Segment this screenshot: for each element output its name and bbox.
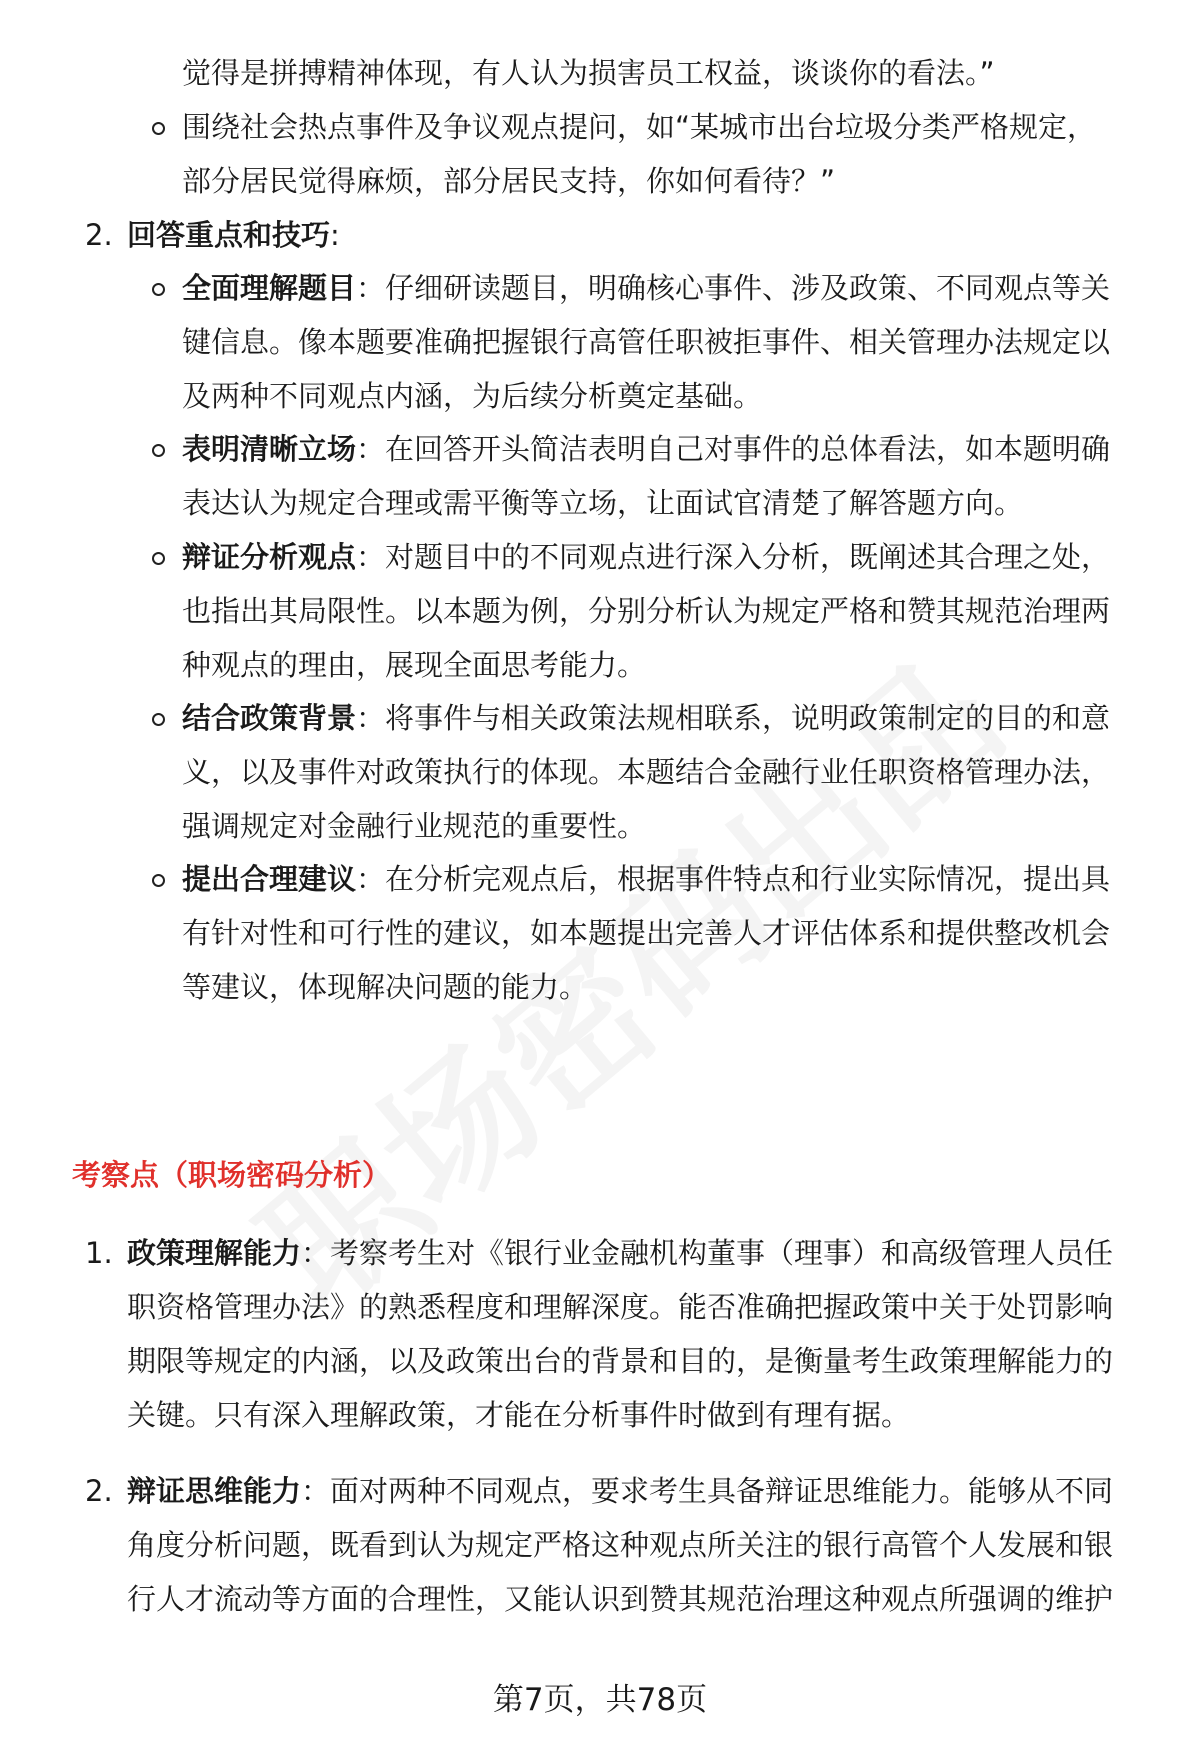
text-line: 种观点的理由，展现全面思考能力。 [182, 648, 647, 682]
list-item [182, 862, 1110, 896]
list-item [127, 1236, 1113, 1270]
text-line: 键信息。像本题要准确把握银行高管任职被拒事件、相关管理办法规定以 [182, 325, 1111, 359]
text-line: 强调规定对金融行业规范的重要性。 [182, 809, 647, 843]
text-line: 关键。只有深入理解政策，才能在分析事件时做到有理有据。 [127, 1398, 911, 1432]
item-text: ：对题目中的不同观点进行深入分析，既阐述其合理之处， [356, 540, 1111, 574]
item-text: ：考察考生对《银行业金融机构董事（理事）和高级管理人员任 [301, 1236, 1114, 1270]
item-bold: 全面理解题目 [182, 271, 357, 305]
text-line: 职资格管理办法》的熟悉程度和理解深度。能否准确把握政策中关于处罚影响 [127, 1290, 1114, 1324]
list-number: 1. [85, 1236, 113, 1270]
item-bold: 政策理解能力 [127, 1236, 302, 1270]
item-bold: 提出合理建议 [182, 862, 357, 896]
text-line: 觉得是拼搏精神体现，有人认为损害员工权益，谈谈你的看法。” [182, 56, 995, 90]
list-item [182, 701, 1110, 735]
section-title [127, 218, 340, 252]
list-item [182, 271, 1110, 305]
item-bold: 结合政策背景 [182, 701, 357, 735]
text-line: 有针对性和可行性的建议，如本题提出完善人才评估体系和提供整改机会 [182, 916, 1111, 950]
text-line: 行人才流动等方面的合理性，又能认识到赞其规范治理这种观点所强调的维护 [127, 1582, 1114, 1616]
text-line: 也指出其局限性。以本题为例，分别分析认为规定严格和赞其规范治理两 [182, 594, 1111, 628]
text-line: 角度分析问题，既看到认为规定严格这种观点所关注的银行高管个人发展和银 [127, 1528, 1114, 1562]
item-text: ：在分析完观点后，根据事件特点和行业实际情况，提出具 [356, 862, 1111, 896]
section-title-bold: 回答重点和技巧 [127, 218, 331, 252]
bullet-circle-icon [152, 122, 165, 135]
section-title-colon: : [330, 218, 340, 252]
item-bold: 表明清晰立场 [182, 432, 357, 466]
item-bold: 辩证分析观点 [182, 540, 357, 574]
item-text: ：在回答开头简洁表明自己对事件的总体看法，如本题明确 [356, 432, 1111, 466]
bullet-circle-icon [152, 283, 165, 296]
item-text: ：将事件与相关政策法规相联系，说明政策制定的目的和意 [356, 701, 1111, 735]
bullet-circle-icon [152, 552, 165, 565]
text-line: 等建议，体现解决问题的能力。 [182, 970, 589, 1004]
item-bold: 辩证思维能力 [127, 1474, 302, 1508]
item-text: ：面对两种不同观点，要求考生具备辩证思维能力。能够从不同 [301, 1474, 1114, 1508]
list-item [182, 540, 1110, 574]
text-line: 围绕社会热点事件及争议观点提问，如“某城市出台垃圾分类严格规定， [182, 110, 1097, 144]
text-line: 义，以及事件对政策执行的体现。本题结合金融行业任职资格管理办法， [182, 755, 1111, 789]
list-item [182, 432, 1110, 466]
text-line: 期限等规定的内涵，以及政策出台的背景和目的，是衡量考生政策理解能力的 [127, 1344, 1114, 1378]
section-heading: 考察点（职场密码分析） [72, 1158, 392, 1192]
bullet-circle-icon [152, 713, 165, 726]
item-text: ：仔细研读题目，明确核心事件、涉及政策、不同观点等关 [356, 271, 1111, 305]
text-line: 部分居民觉得麻烦，部分居民支持，你如何看待？” [182, 164, 836, 198]
bullet-circle-icon [152, 874, 165, 887]
bullet-circle-icon [152, 444, 165, 457]
list-item [127, 1474, 1113, 1508]
text-line: 表达认为规定合理或需平衡等立场，让面试官清楚了解答题方向。 [182, 486, 1024, 520]
list-number: 2. [85, 1474, 113, 1508]
list-number: 2. [85, 218, 113, 252]
text-line: 及两种不同观点内涵，为后续分析奠定基础。 [182, 379, 763, 413]
page-footer: 第7页，共78页 [492, 1682, 708, 1718]
